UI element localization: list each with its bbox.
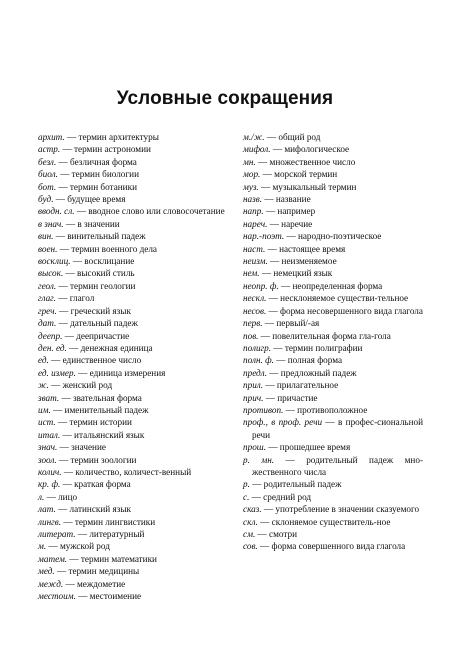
- abbreviation-definition: термин астрономии: [73, 144, 151, 155]
- abbreviation-term: зват.: [38, 392, 60, 403]
- abbreviation-term: местоим.: [38, 591, 76, 602]
- abbreviation-entry: [243, 540, 423, 552]
- abbreviation-entry: [243, 392, 423, 404]
- abbreviation-entry: [38, 516, 232, 528]
- abbreviation-term: полигр.: [243, 342, 272, 353]
- abbreviation-entry: [243, 255, 423, 267]
- entry-separator: —: [58, 293, 68, 304]
- abbreviation-term: р. мн.: [243, 454, 275, 465]
- abbreviation-term: зоол.: [38, 454, 57, 465]
- entry-separator: —: [62, 429, 72, 440]
- entry-separator: —: [55, 231, 65, 242]
- abbreviation-entry: [38, 205, 232, 217]
- abbreviation-definition: термин геологии: [70, 280, 136, 291]
- abbreviation-term: с.: [243, 491, 250, 502]
- abbreviation-term: несов.: [243, 305, 267, 316]
- entry-separator: —: [285, 404, 295, 415]
- abbreviation-entry: [243, 416, 423, 441]
- abbreviation-definition: в значении: [77, 218, 120, 229]
- abbreviation-entry: [243, 317, 423, 329]
- abbreviation-definition: морской термин: [274, 169, 338, 180]
- abbreviation-definition: неопределенная форма: [292, 280, 383, 291]
- abbreviation-entry: [243, 292, 423, 304]
- abbreviation-definition: термин биологии: [71, 169, 140, 180]
- abbreviation-term: колич.: [38, 466, 62, 477]
- abbreviation-definition: значение: [71, 442, 106, 453]
- abbreviation-definition: термин ботаники: [69, 181, 137, 192]
- abbreviation-term: безл.: [38, 156, 57, 167]
- abbreviation-entry: [243, 503, 423, 515]
- entry-separator: —: [269, 367, 279, 378]
- abbreviation-term: неизм.: [243, 256, 268, 267]
- entry-separator: —: [262, 169, 272, 180]
- entry-separator: —: [58, 280, 68, 291]
- entry-separator: —: [76, 206, 86, 217]
- abbreviation-term: предл.: [243, 367, 267, 378]
- abbreviation-term: скл.: [243, 516, 258, 527]
- abbreviation-definition: безличная форма: [70, 156, 137, 167]
- entry-separator: —: [62, 479, 72, 490]
- abbreviation-definition: повелительная форма гла-гола: [272, 330, 391, 341]
- abbreviation-term: мн.: [243, 156, 256, 167]
- abbreviation-term: ед.: [38, 355, 49, 366]
- entry-separator: —: [59, 305, 69, 316]
- abbreviation-definition: количество, количест-венный: [75, 466, 192, 477]
- abbreviation-definition: краткая форма: [74, 479, 131, 490]
- abbreviation-definition: итальянский язык: [74, 429, 145, 440]
- abbreviation-term: прош.: [243, 442, 267, 453]
- abbreviation-entry: [38, 317, 232, 329]
- entry-separator: —: [268, 293, 278, 304]
- abbreviation-entry: [38, 553, 232, 565]
- entry-separator: —: [264, 318, 275, 329]
- entry-separator: —: [51, 380, 61, 391]
- abbreviation-definition: именительный падеж: [64, 404, 149, 415]
- abbreviation-definition: смотри: [269, 529, 298, 539]
- entry-separator: —: [59, 243, 69, 254]
- abbreviation-definition: название: [275, 194, 311, 205]
- abbreviation-term: нем.: [243, 268, 260, 279]
- abbreviation-term: прич.: [243, 392, 264, 403]
- abbreviation-entry: [243, 280, 423, 292]
- abbreviation-definition: родительный падеж мно-жественного числа: [252, 454, 424, 477]
- abbreviation-entry: [38, 540, 232, 552]
- entry-separator: —: [270, 256, 280, 267]
- abbreviation-term: высок.: [38, 268, 64, 279]
- abbreviation-term: мор.: [243, 169, 261, 180]
- abbreviation-definition: употребление в значении сказуемого: [275, 504, 420, 515]
- abbreviation-entry: [38, 181, 232, 193]
- abbreviation-definition: неизменяемое: [281, 256, 337, 267]
- abbreviation-term: буд.: [38, 194, 54, 205]
- abbreviation-entry: [38, 578, 232, 590]
- abbreviation-definition: междометие: [76, 578, 126, 589]
- entry-separator: —: [67, 132, 77, 142]
- entry-separator: —: [48, 541, 58, 552]
- entry-separator: —: [63, 466, 74, 477]
- abbreviation-term: ед. измер.: [38, 367, 76, 378]
- abbreviation-term: назв.: [243, 194, 263, 205]
- entry-separator: —: [59, 442, 69, 453]
- abbreviation-definition: термин архитектуры: [78, 132, 159, 142]
- abbreviation-entry: [243, 305, 423, 317]
- abbreviation-entry: [38, 367, 232, 379]
- abbreviation-entry: [243, 267, 423, 279]
- abbreviation-definition: денежная единица: [80, 342, 153, 353]
- abbreviation-entry: [243, 330, 423, 342]
- abbreviation-entry: [38, 218, 232, 230]
- abbreviation-definition: лицо: [58, 491, 78, 502]
- abbreviation-entry: [38, 565, 232, 577]
- abbreviation-definition: множественное число: [269, 156, 356, 167]
- abbreviation-term: астр.: [38, 144, 61, 155]
- entry-separator: —: [272, 144, 283, 155]
- entry-separator: —: [273, 342, 283, 353]
- abbreviation-term: глаг.: [38, 293, 56, 304]
- abbreviation-entry: [38, 305, 232, 317]
- abbreviation-entry: [243, 379, 423, 391]
- entry-separator: —: [69, 342, 79, 353]
- entry-separator: —: [77, 529, 88, 539]
- entry-separator: —: [60, 169, 70, 180]
- abbreviation-definition: прошедшее время: [279, 442, 351, 453]
- abbreviation-definition: прилагательное: [276, 380, 339, 391]
- abbreviation-definition: местоимение: [89, 591, 142, 602]
- abbreviation-definition: женский род: [62, 380, 113, 391]
- abbreviation-definition: будущее время: [67, 194, 126, 205]
- abbreviation-term: биол.: [38, 169, 58, 180]
- abbreviation-term: лингв.: [38, 516, 62, 527]
- abbreviation-term: м./ж.: [243, 132, 265, 142]
- abbreviation-term: мед.: [38, 566, 55, 577]
- abbreviation-term: восклиц.: [38, 256, 71, 267]
- abbreviation-term: бот.: [38, 181, 57, 192]
- abbreviation-term: нескл.: [243, 293, 267, 304]
- abbreviation-term: дат.: [38, 318, 57, 329]
- abbreviation-entry: [243, 193, 423, 205]
- entry-separator: —: [286, 231, 296, 242]
- abbreviation-term: ист.: [38, 417, 56, 428]
- entry-separator: —: [267, 243, 277, 254]
- entry-separator: —: [53, 404, 63, 415]
- abbreviation-entry: [243, 181, 423, 193]
- entry-separator: —: [265, 206, 276, 217]
- abbreviation-definition: форма несовершенного вида глагола: [280, 305, 423, 316]
- abbreviation-term: архит.: [38, 132, 65, 142]
- entry-separator: —: [64, 330, 74, 341]
- entry-separator: —: [58, 504, 68, 515]
- abbreviation-definition: термин военного дела: [71, 243, 158, 254]
- entry-separator: —: [58, 181, 68, 192]
- entry-separator: —: [65, 578, 75, 589]
- abbreviation-entry: [243, 367, 423, 379]
- abbreviation-definition: несклоняемое существи-тельное: [280, 293, 409, 304]
- abbreviation-entry: [38, 156, 232, 168]
- abbreviation-definition: полная форма: [287, 355, 343, 366]
- abbreviation-term: межд.: [38, 578, 64, 589]
- entry-separator: —: [285, 454, 295, 465]
- abbreviation-term: нареч.: [243, 218, 268, 229]
- abbreviation-entry: [243, 354, 423, 366]
- abbreviation-term: деепр.: [38, 330, 63, 341]
- entry-separator: —: [78, 591, 88, 602]
- abbreviation-term: лат.: [38, 504, 56, 515]
- entry-separator: —: [261, 181, 271, 192]
- abbreviation-entry: [243, 404, 423, 416]
- abbreviation-definition: деепричастие: [76, 330, 130, 341]
- entry-separator: —: [265, 380, 275, 391]
- abbreviation-entry: [38, 379, 232, 391]
- entry-separator: —: [58, 318, 68, 329]
- abbreviation-entry: [38, 392, 232, 404]
- abbreviation-definition: например: [277, 206, 316, 217]
- abbreviation-term: сказ.: [243, 504, 262, 515]
- abbreviation-entry: [38, 503, 232, 515]
- abbreviation-entry: [38, 255, 232, 267]
- abbreviation-term: муз.: [243, 181, 259, 192]
- abbreviation-definition: немецкий язык: [273, 268, 333, 279]
- entry-separator: —: [61, 392, 71, 403]
- abbreviation-term: ж.: [38, 380, 49, 391]
- entry-separator: —: [260, 516, 270, 527]
- page-title: Условные сокращения: [116, 88, 334, 109]
- abbreviation-definition: латинский язык: [69, 504, 131, 515]
- abbreviation-definition: термин истории: [69, 417, 132, 428]
- abbreviation-term: греч.: [38, 305, 57, 316]
- abbreviation-definition: высокий стиль: [77, 268, 135, 279]
- abbreviation-definition: вводное слово или словосочетание: [88, 206, 225, 217]
- abbreviation-term: им.: [38, 404, 51, 415]
- abbreviation-entry: [38, 416, 232, 428]
- abbreviation-definition: винительный падеж: [67, 231, 146, 242]
- abbreviation-definition: мужской род: [59, 541, 110, 552]
- abbreviation-entry: [38, 441, 232, 453]
- abbreviation-term: наст.: [243, 243, 266, 254]
- abbreviation-definition: противоположное: [297, 404, 368, 415]
- abbreviation-definition: греческий язык: [70, 305, 131, 316]
- abbreviation-entry: [243, 516, 423, 528]
- abbreviation-term: см.: [243, 529, 256, 539]
- abbreviation-definition: восклицание: [84, 256, 135, 267]
- entry-separator: —: [325, 417, 335, 428]
- entry-separator: —: [72, 256, 82, 267]
- abbreviation-entry: [38, 454, 232, 466]
- entry-separator: —: [260, 330, 270, 341]
- abbreviation-entry: [243, 528, 423, 540]
- entry-separator: —: [51, 355, 61, 366]
- abbreviation-definition: родительный падеж: [263, 479, 342, 490]
- abbreviation-definition: настоящее время: [279, 243, 346, 254]
- abbreviation-definition: единица измерения: [89, 367, 166, 378]
- abbreviations-left-column: [38, 131, 232, 602]
- abbreviation-entry: [243, 342, 423, 354]
- abbreviation-definition: в профес-сиональной речи: [252, 417, 424, 440]
- entry-separator: —: [265, 392, 275, 403]
- abbreviation-definition: склоняемое существитель-ное: [271, 516, 391, 527]
- entry-separator: —: [58, 156, 68, 167]
- entry-separator: —: [264, 194, 274, 205]
- abbreviation-term: л.: [38, 491, 45, 502]
- abbreviation-entry: [38, 131, 232, 143]
- abbreviation-definition: термин лингвистики: [74, 516, 156, 527]
- abbreviation-term: матем.: [38, 553, 68, 564]
- abbreviation-definition: термин медицины: [68, 566, 140, 577]
- entry-separator: —: [281, 280, 291, 291]
- entry-separator: —: [65, 268, 75, 279]
- abbreviation-definition: термин зоологии: [70, 454, 137, 465]
- abbreviation-entry: [38, 590, 232, 602]
- abbreviation-entry: [38, 354, 232, 366]
- abbreviation-term: пов.: [243, 330, 259, 341]
- entry-separator: —: [252, 479, 262, 490]
- abbreviation-term: прил.: [243, 380, 264, 391]
- abbreviation-definition: глагол: [69, 293, 95, 304]
- entry-separator: —: [261, 268, 272, 279]
- entry-separator: —: [58, 417, 68, 428]
- abbreviation-term: мифол.: [243, 144, 271, 155]
- entry-separator: —: [65, 218, 76, 229]
- abbreviation-entry: [243, 205, 423, 217]
- abbreviation-entry: [38, 143, 232, 155]
- abbreviation-term: полн. ф.: [243, 355, 274, 366]
- abbreviation-entry: [243, 441, 423, 453]
- abbreviation-definition: народно-поэтическое: [297, 231, 382, 242]
- entry-separator: —: [269, 218, 279, 229]
- abbreviation-entry: [38, 280, 232, 292]
- entry-separator: —: [263, 504, 274, 515]
- abbreviation-entry: [38, 243, 232, 255]
- abbreviation-definition: средний род: [263, 491, 312, 502]
- abbreviation-term: итал.: [38, 429, 61, 440]
- abbreviation-definition: общий род: [278, 132, 321, 142]
- abbreviation-entry: [243, 131, 423, 143]
- abbreviation-term: вводн. сл.: [38, 206, 75, 217]
- abbreviation-term: напр.: [243, 206, 264, 217]
- entry-separator: —: [257, 529, 267, 539]
- entry-separator: —: [56, 566, 67, 577]
- abbreviation-definition: предложный падеж: [280, 367, 357, 378]
- abbreviation-term: кр. ф.: [38, 479, 61, 490]
- abbreviation-entry: [38, 230, 232, 242]
- abbreviation-definition: музыкальный термин: [272, 181, 357, 192]
- entry-separator: —: [59, 454, 69, 465]
- abbreviation-entry: [38, 193, 232, 205]
- abbreviation-term: м.: [38, 541, 47, 552]
- abbreviation-entry: [243, 218, 423, 230]
- abbreviation-definition: первый/-ая: [276, 318, 320, 329]
- abbreviation-term: р.: [243, 479, 250, 490]
- abbreviation-definition: наречие: [281, 218, 313, 229]
- entry-separator: —: [258, 156, 268, 167]
- entry-separator: —: [55, 194, 65, 205]
- abbreviation-term: вин.: [38, 231, 54, 242]
- abbreviation-entry: [243, 478, 423, 490]
- abbreviation-definition: форма совершенного вида глагола: [271, 541, 406, 552]
- abbreviation-term: знач.: [38, 442, 58, 453]
- abbreviation-entry: [38, 330, 232, 342]
- abbreviation-entry: [243, 243, 423, 255]
- entry-separator: —: [268, 305, 278, 316]
- abbreviation-definition: звательная форма: [72, 392, 142, 403]
- entry-separator: —: [78, 367, 88, 378]
- abbreviation-entry: [38, 466, 232, 478]
- abbreviation-definition: причастие: [277, 392, 318, 403]
- abbreviation-term: геол.: [38, 280, 57, 291]
- abbreviation-entry: [243, 454, 423, 479]
- entry-separator: —: [266, 132, 277, 142]
- abbreviation-entry: [38, 491, 232, 503]
- abbreviation-term: воен.: [38, 243, 58, 254]
- abbreviation-entry: [243, 143, 423, 155]
- abbreviation-entry: [38, 292, 232, 304]
- entry-separator: —: [276, 355, 286, 366]
- abbreviation-term: литерат.: [38, 529, 76, 539]
- entry-separator: —: [251, 491, 261, 502]
- abbreviation-definition: дательный падеж: [70, 318, 138, 329]
- abbreviation-term: перв.: [243, 318, 263, 329]
- abbreviations-right-column: [243, 131, 423, 553]
- abbreviation-entry: [243, 168, 423, 180]
- abbreviation-definition: единственное число: [62, 355, 142, 366]
- entry-separator: —: [69, 553, 79, 564]
- abbreviation-entry: [38, 478, 232, 490]
- abbreviation-term: проф., в проф. речи: [243, 417, 323, 428]
- abbreviation-definition: литературный: [89, 529, 145, 539]
- abbreviation-definition: термин математики: [80, 553, 157, 564]
- abbreviation-entry: [243, 491, 423, 503]
- abbreviation-entry: [243, 230, 423, 242]
- abbreviation-term: в знач.: [38, 218, 64, 229]
- entry-separator: —: [63, 516, 73, 527]
- abbreviation-term: сов.: [243, 541, 258, 552]
- abbreviation-entry: [243, 156, 423, 168]
- abbreviation-entry: [38, 342, 232, 354]
- entry-separator: —: [268, 442, 278, 453]
- abbreviation-term: ден. ед.: [38, 342, 67, 353]
- entry-separator: —: [62, 144, 72, 155]
- abbreviation-term: неопр. ф.: [243, 280, 279, 291]
- abbreviation-entry: [38, 168, 232, 180]
- abbreviation-entry: [38, 267, 232, 279]
- abbreviation-entry: [38, 528, 232, 540]
- abbreviation-definition: мифологическое: [284, 144, 350, 155]
- abbreviation-definition: термин полиграфии: [284, 342, 363, 353]
- abbreviation-entry: [38, 404, 232, 416]
- abbreviation-term: нар.-поэт.: [243, 231, 285, 242]
- abbreviation-term: противоп.: [243, 404, 284, 415]
- entry-separator: —: [46, 491, 56, 502]
- entry-separator: —: [260, 541, 270, 552]
- abbreviation-entry: [38, 429, 232, 441]
